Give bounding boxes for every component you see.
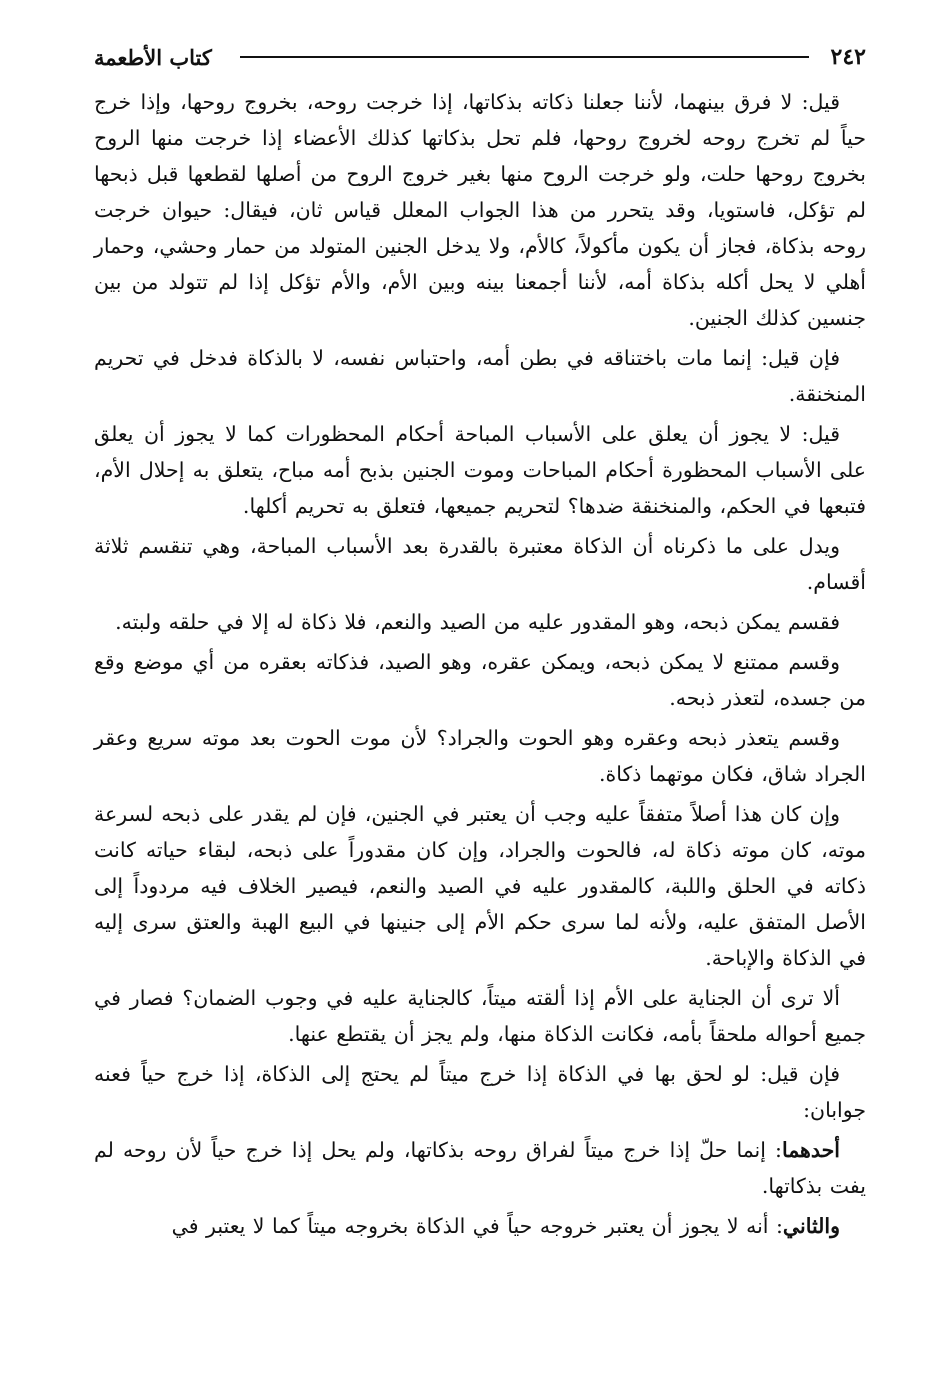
paragraph: أحدهما: إنما حلّ إذا خرج ميتاً لفراق روحه بذكاتها، ولم يحل إذا خرج حياً لأن روحه لم يفت بذكاتها. — [94, 1138, 866, 1198]
paragraph: قيل: لا يجوز أن يعلق على الأسباب المباحة أحكام المحظورات كما لا يجوز أن يعلق على الأسباب المحظورة أحكام المباحات وموت الجنين بذبح أمه مباح، يتعلق به إحلال الأم، فتبعها في الحكم، والمنخنقة ضدها؟ لتحريم جميعها، فتعلق به تحريم أكلها. — [94, 422, 866, 518]
page-number: ٢٤٢ — [830, 44, 866, 70]
paragraph: والثاني: أنه لا يجوز أن يعتبر خروجه حياً في الذكاة بخروجه ميتاً كما لا يعتبر في — [171, 1214, 840, 1238]
paragraph: وقسم ممتنع لا يمكن ذبحه، ويمكن عقره، وهو الصيد، فذكاته بعقره من أي موضع وقع من جسده، لتعذر ذبحه. — [94, 650, 866, 710]
page-header — [94, 40, 866, 74]
paragraph: وإن كان هذا أصلاً متفقاً عليه وجب أن يعتبر في الجنين، فإن لم يقدر على ذبحه لسرعة موته، كان موته ذكاة له، فالحوت والجراد، وإن كان مقدوراً على ذبحه، لبقاء حياته كانت ذكاته في الحلق واللبة، كالمقدور عليه في الصيد والنعم، فيصير الخلاف فيه مردوداً إلى الأصل المتفق عليه، ولأنه لما سرى حكم الأم إلى جنينها في البيع الهبة والعتق سرى إليه في الذكاة والإباحة. — [94, 802, 866, 970]
running-title: كتاب الأطعمة — [94, 44, 212, 70]
book-page — [94, 40, 866, 1248]
paragraph: وقسم يتعذر ذبحه وعقره وهو الحوت والجراد؟ لأن موت الحوت بعد موته سريع وعقر الجراد شاق، فكان موتهما ذكاة. — [94, 726, 866, 786]
paragraph-lead-word: والثاني — [782, 1214, 840, 1238]
paragraph: فإن قيل: إنما مات باختناقه في بطن أمه، واحتباس نفسه، لا بالذكاة فدخل في تحريم المنخنقة. — [94, 346, 866, 406]
page-body — [94, 84, 866, 1244]
paragraph: فإن قيل: لو لحق بها في الذكاة إذا خرج ميتاً لم يحتج إلى الذكاة، إذا خرج حياً فعنه جوابان: — [94, 1062, 866, 1122]
paragraph: قيل: لا فرق بينهما، لأننا جعلنا ذكاته بذكاتها، إذا خرجت روحه، بخروج روحها، وإذا خرج حياً لم تخرج روحه لخروج روحها، فلم تحل بذكاتها كذلك الأعضاء إذا خرجت منها الروح بخروج روحها حلت، ولو خرجت الروح منها بغير خروج الروح من أصلها لقطعها قبل ذبحها لم تؤكل، فاستويا، وقد يتحرر من هذا الجواب المعلل قياس ثان، فيقال: حيوان خرجت روحه بذكاة، فجاز أن يكون مأكولاً، كالأم، ولا يدخل الجنين المتولد من حمار وحشي، وحمار أهلي لا يحل أكله بذكاة أمه، لأننا أجمعنا بينه وبين الأم، والأم تؤكل إذا لم تتولد من بين جنسين كذلك الجنين. — [94, 90, 866, 330]
paragraph: ألا ترى أن الجناية على الأم إذا ألقته ميتاً، كالجناية عليه في وجوب الضمان؟ فصار في جميع أحواله ملحقاً بأمه، فكانت الذكاة منها، ولم يجز أن يقتطع عنها. — [94, 986, 866, 1046]
header-rule — [240, 56, 809, 58]
paragraph-lead-word: أحدهما — [781, 1138, 840, 1162]
paragraph: فقسم يمكن ذبحه، وهو المقدور عليه من الصيد والنعم، فلا ذكاة له إلا في حلقه ولبته. — [115, 610, 840, 634]
paragraph: ويدل على ما ذكرناه أن الذكاة معتبرة بالقدرة بعد الأسباب المباحة، وهي تنقسم ثلاثة أقسام. — [94, 534, 866, 594]
